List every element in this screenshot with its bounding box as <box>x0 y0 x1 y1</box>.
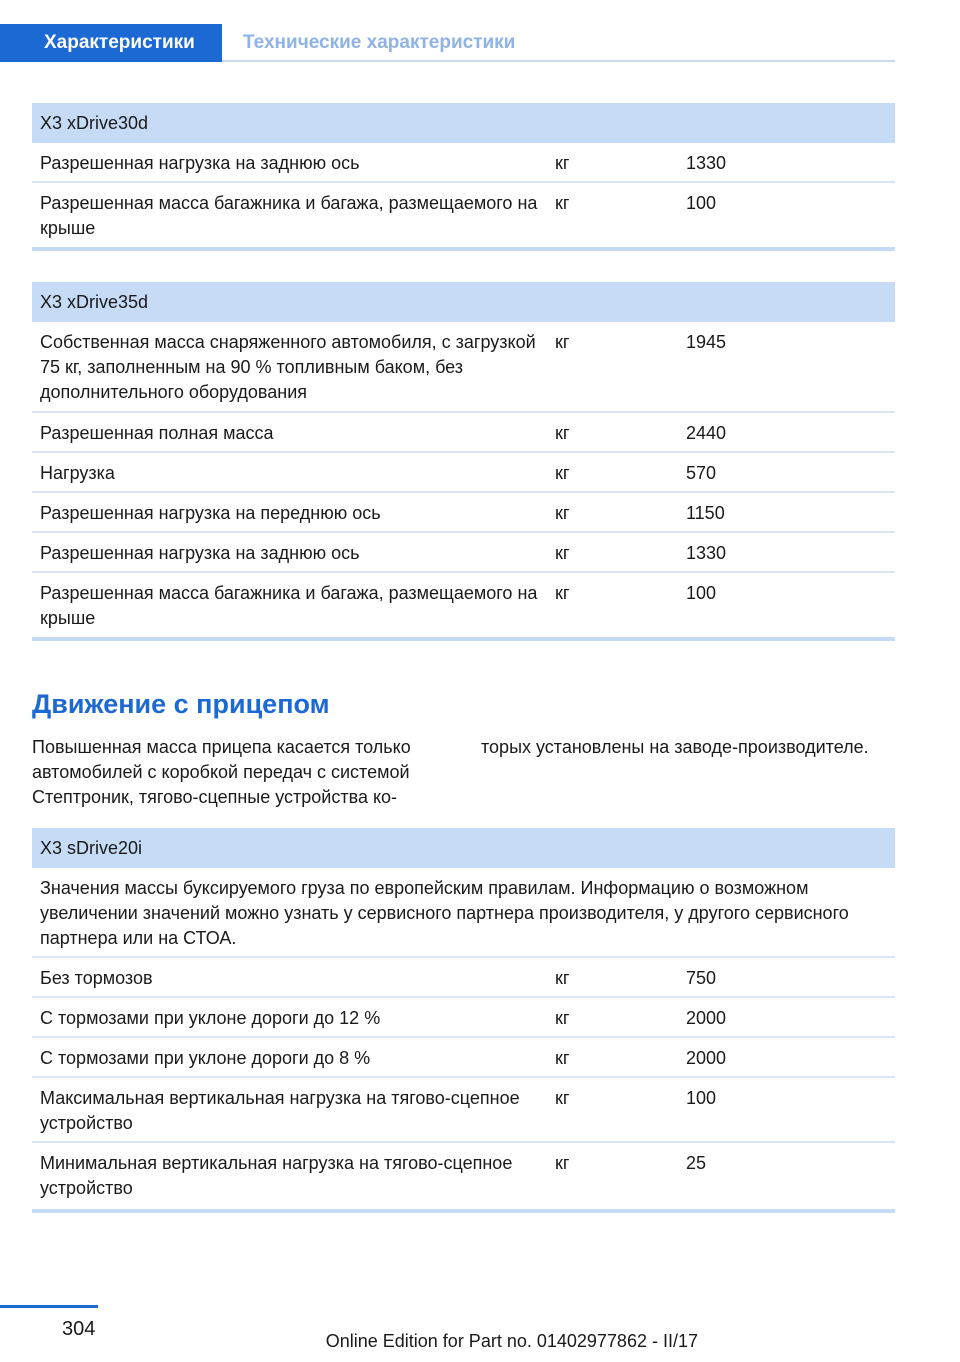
row-value: 100 <box>686 1088 717 1108</box>
row-unit: кг <box>555 503 570 523</box>
header-divider <box>222 60 895 62</box>
table-row <box>32 533 895 573</box>
header-section-tab[interactable]: Характеристики <box>0 24 222 62</box>
row-unit: кг <box>555 968 570 988</box>
table-title: X3 xDrive35d <box>32 282 895 322</box>
row-unit: кг <box>555 153 570 173</box>
row-unit: кг <box>555 463 570 483</box>
row-unit: кг <box>555 583 570 603</box>
table-note: Значения массы буксируемого груза по европейским правилам. Информацию о возможном увеличении значений можно узнать у сервисного партнера производителя, у другого сервисного партнера или на СТОА. <box>40 878 849 948</box>
row-unit: кг <box>555 543 570 563</box>
row-value: 25 <box>686 1153 707 1173</box>
row-label: Минимальная вертикальная нагрузка на тягово-сцепное устройство <box>40 1153 513 1198</box>
row-label: Разрешенная масса багажника и багажа, размещаемого на крыше <box>40 193 538 238</box>
header-subsection-tab[interactable]: Технические характеристики <box>243 32 516 53</box>
row-label: С тормозами при уклоне дороги до 8 % <box>40 1048 371 1068</box>
table-title: X3 sDrive20i <box>32 828 895 868</box>
edition-note: Online Edition for Part no. 01402977862 - II/17 <box>325 1331 698 1351</box>
row-label: Разрешенная полная масса <box>40 423 274 443</box>
row-label: Собственная масса снаряженного автомобиля, с загрузкой 75 кг, заполненным на 90 % топливным баком, без дополнительного оборудования <box>40 332 536 402</box>
footer-accent-line <box>0 1305 98 1308</box>
row-label: Разрешенная нагрузка на переднюю ось <box>40 503 381 523</box>
spec-table-xdrive35d <box>32 282 895 641</box>
row-unit: кг <box>555 1048 570 1068</box>
table-row <box>32 143 895 183</box>
row-value: 100 <box>686 193 717 213</box>
row-label: Нагрузка <box>40 463 115 483</box>
row-value: 2000 <box>686 1008 727 1028</box>
row-label: Разрешенная нагрузка на заднюю ось <box>40 543 360 563</box>
spec-table-xdrive30d <box>32 103 895 251</box>
section-text-col2: торых установлены на заводе-производителе. <box>481 737 869 757</box>
row-value: 1330 <box>686 543 727 563</box>
table-row <box>32 1143 895 1213</box>
row-unit: кг <box>555 1153 570 1173</box>
row-value: 1945 <box>686 332 727 352</box>
row-value: 2440 <box>686 423 727 443</box>
row-unit: кг <box>555 193 570 213</box>
section-text-col1: Повышенная масса прицепа касается только автомобилей с коробкой передач с системой Стептроник, тягово-сцепные устройства ко- <box>32 737 411 807</box>
row-value: 750 <box>686 968 717 988</box>
table-row <box>32 453 895 493</box>
row-value: 1150 <box>686 503 725 523</box>
row-unit: кг <box>555 1088 570 1108</box>
table-row <box>32 493 895 533</box>
page-header <box>0 24 895 62</box>
section-title: Движение с прицепом <box>32 689 330 719</box>
table-row <box>32 958 895 998</box>
row-value: 1330 <box>686 153 727 173</box>
table-row <box>32 1078 895 1143</box>
row-label: Максимальная вертикальная нагрузка на тягово-сцепное устройство <box>40 1088 520 1133</box>
table-row <box>32 1038 895 1078</box>
table-note-row <box>32 868 895 958</box>
row-label: Разрешенная нагрузка на заднюю ось <box>40 153 360 173</box>
row-unit: кг <box>555 1008 570 1028</box>
spec-table-sdrive20i <box>32 828 895 1213</box>
row-label: Без тормозов <box>40 968 153 988</box>
row-unit: кг <box>555 332 570 352</box>
table-title: X3 xDrive30d <box>32 103 895 143</box>
page-number: 304 <box>62 1318 96 1340</box>
table-row <box>32 998 895 1038</box>
row-label: Разрешенная масса багажника и багажа, размещаемого на крыше <box>40 583 538 628</box>
table-row <box>32 573 895 641</box>
row-value: 100 <box>686 583 717 603</box>
row-value: 2000 <box>686 1048 727 1068</box>
row-value: 570 <box>686 463 717 483</box>
table-row <box>32 322 895 413</box>
row-label: С тормозами при уклоне дороги до 12 % <box>40 1008 381 1028</box>
table-row <box>32 183 895 251</box>
table-row <box>32 413 895 453</box>
row-unit: кг <box>555 423 570 443</box>
